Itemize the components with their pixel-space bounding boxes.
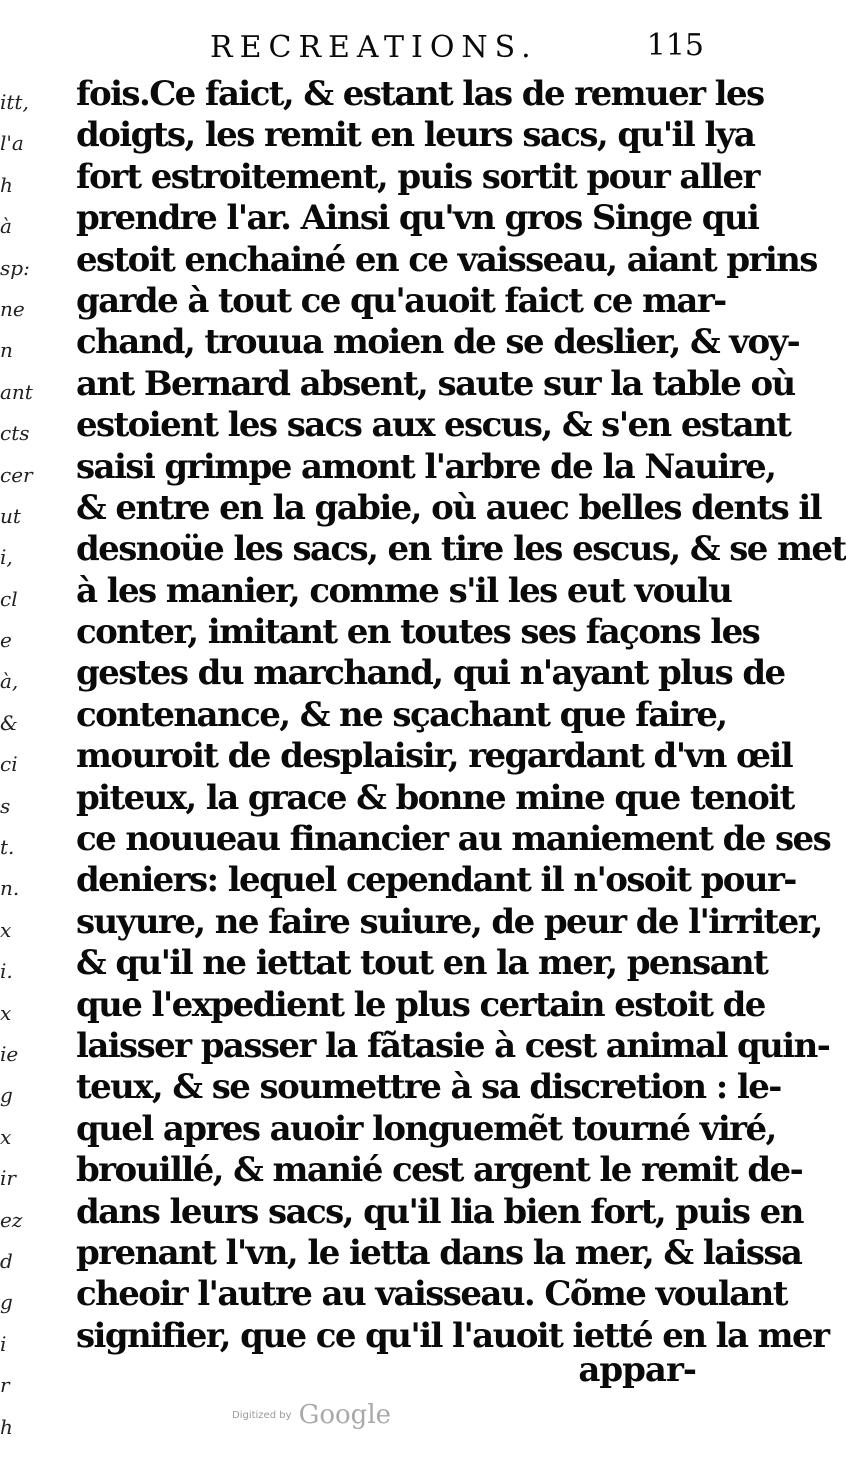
text-line: chand, trouua moien de se deslier, & voy- — [76, 322, 800, 363]
text-line: fois.Ce faict, & estant las de remuer les — [76, 74, 764, 114]
text-line: estoit enchainé en ce vaisseau, aiant prins — [76, 239, 817, 280]
gutter-fragment: ci — [0, 752, 18, 777]
text-line: à les manier, comme s'il les eut voulu — [76, 570, 732, 611]
text-line: prendre l'ar. Ainsi qu'vn gros Singe qui — [76, 198, 759, 239]
gutter-fragment: cts — [0, 421, 30, 446]
text-line: quel apres auoir longuemẽt tourné viré, — [76, 1108, 776, 1149]
gutter-fragment: t. — [0, 835, 15, 860]
text-line: piteux, la grace & bonne mine que tenoit — [76, 777, 794, 818]
text-line: que l'expedient le plus certain estoit de — [76, 984, 765, 1025]
gutter-fragment: ir — [0, 1166, 16, 1191]
body-text — [76, 74, 846, 1357]
text-line: suyure, ne faire suiure, de peur de l'irriter, — [76, 901, 822, 942]
gutter-fragment: ant — [0, 379, 33, 404]
text-line: mouroit de desplaisir, regardant d'vn œil — [76, 736, 793, 777]
gutter-fragment: itt, — [0, 90, 29, 114]
gutter-fragment: x — [0, 1000, 12, 1025]
text-line: garde à tout ce qu'auoit faict ce mar- — [76, 280, 726, 321]
gutter-fragment: à, — [0, 669, 19, 694]
gutter-fragment: d — [0, 1248, 13, 1273]
text-line: cheoir l'autre au vaisseau. Cõme voulant — [76, 1274, 787, 1315]
text-line: fort estroitement, puis sortit pour aller — [76, 156, 759, 197]
text-line: prenant l'vn, le ietta dans la mer, & laissa — [76, 1232, 802, 1273]
gutter-fragment: sp: — [0, 255, 30, 280]
gutter-fragment: cl — [0, 586, 18, 611]
text-line: signifier, que ce qu'il l'auoit ietté en la mer — [76, 1315, 829, 1356]
gutter-fragment: n. — [0, 876, 20, 901]
gutter-fragment: à — [0, 214, 12, 239]
gutter-fragment: ez — [0, 1207, 23, 1232]
text-line: dans leurs sacs, qu'il lia bien fort, puis en — [76, 1191, 803, 1232]
gutter-fragment: h — [0, 1414, 13, 1439]
gutter-fragment: ut — [0, 503, 21, 528]
text-line: contenance, & ne sçachant que faire, — [76, 694, 727, 735]
text-line: conter, imitant en toutes ses façons les — [76, 612, 760, 653]
gutter-fragment: cer — [0, 462, 33, 487]
gutter-fragment: l'a — [0, 131, 24, 156]
gutter-fragment: n — [0, 338, 13, 363]
stamp-small-text: Digitized by — [232, 1409, 292, 1421]
gutter-fragment: ne — [0, 296, 25, 321]
catchword: appar- — [578, 1350, 696, 1390]
text-line: & qu'il ne iettat tout en la mer, pensant — [76, 943, 768, 984]
gutter-fragment: h — [0, 172, 13, 197]
text-line: laisser passer la fãtasie à cest animal quin- — [76, 1025, 830, 1066]
text-line: doigts, les remit en leurs sacs, qu'il lya — [76, 115, 755, 156]
gutter-fragment: i — [0, 1331, 7, 1356]
text-line: gestes du marchand, qui n'ayant plus de — [76, 653, 785, 694]
google-logo: Google — [298, 1400, 392, 1430]
page-number: 115 — [646, 28, 704, 63]
text-line: ant Bernard absent, saute sur la table où — [76, 363, 795, 404]
text-line: desnoüe les sacs, en tire les escus, & se met — [76, 529, 846, 570]
gutter-fragment: r — [0, 1373, 10, 1398]
facing-page-gutter — [0, 82, 33, 1448]
gutter-fragment: ie — [0, 1041, 19, 1066]
gutter-fragment: e — [0, 628, 12, 653]
text-line: saisi grimpe amont l'arbre de la Nauire, — [76, 446, 776, 487]
running-head — [210, 24, 710, 68]
gutter-fragment: i. — [0, 959, 13, 984]
text-line: teux, & se soumettre à sa discretion : le- — [76, 1067, 781, 1108]
text-line: deniers: lequel cependant il n'osoit pour- — [76, 860, 796, 901]
text-line: brouillé, & manié cest argent le remit de- — [76, 1150, 803, 1191]
gutter-fragment: i, — [0, 545, 13, 570]
gutter-fragment: g — [0, 1083, 13, 1108]
text-line: ce nouueau financier au maniement de ses — [76, 819, 831, 860]
gutter-fragment: x — [0, 1124, 12, 1149]
gutter-fragment: g — [0, 1290, 13, 1315]
text-line: & entre en la gabie, où auec belles dents il — [76, 487, 821, 528]
gutter-fragment: x — [0, 917, 12, 942]
digitization-stamp — [232, 1400, 391, 1440]
gutter-fragment: s — [0, 793, 11, 818]
text-line: estoient les sacs aux escus, & s'en estant — [76, 405, 791, 446]
running-title: RECREATIONS. — [210, 30, 538, 65]
gutter-fragment: & — [0, 710, 18, 735]
